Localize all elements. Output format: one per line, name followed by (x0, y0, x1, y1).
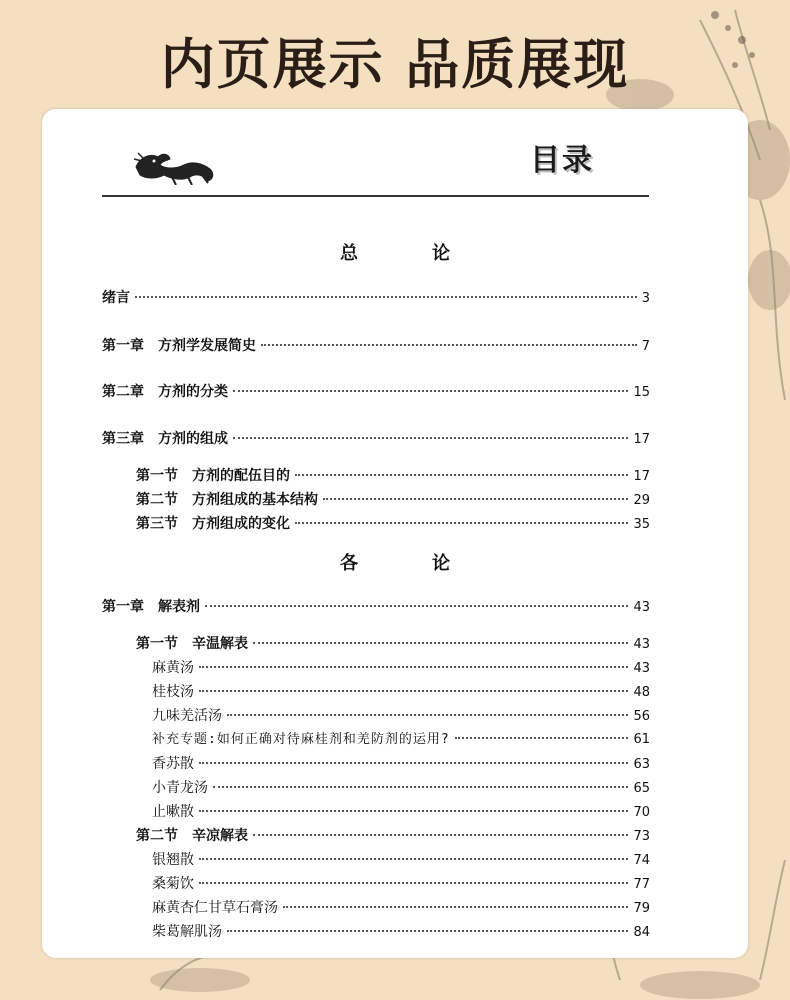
toc-entry[interactable] (152, 897, 650, 920)
leader-dots (199, 858, 628, 860)
toc-entry[interactable] (152, 705, 650, 728)
toc-entry[interactable] (102, 335, 650, 358)
toc-entry[interactable] (152, 777, 650, 800)
toc-entry[interactable] (102, 428, 650, 451)
toc-entry-label: 第三节 方剂组成的变化 (136, 516, 290, 532)
toc-entry-label: 小青龙汤 (152, 780, 208, 796)
toc-entry-label: 补充专题:如何正确对待麻桂剂和羌防剂的运用? (152, 732, 450, 747)
toc-entry-page: 35 (633, 517, 650, 532)
leader-dots (135, 296, 637, 298)
toc-entry[interactable] (102, 596, 650, 619)
toc-entry-page: 63 (633, 757, 650, 772)
toc-entry-label: 桂枝汤 (152, 684, 194, 700)
toc-entry-page: 17 (633, 432, 650, 447)
toc-entry-page: 61 (633, 732, 650, 747)
toc-entry-page: 15 (633, 385, 650, 400)
toc-entry-page: 84 (633, 925, 650, 940)
toc-entry-label: 第二节 方剂组成的基本结构 (136, 492, 318, 508)
toc-entry[interactable] (152, 849, 650, 872)
toc-entry-page: 56 (633, 709, 650, 724)
toc-entry-page: 65 (633, 781, 650, 796)
leader-dots (199, 882, 628, 884)
toc-entry-page: 79 (633, 901, 650, 916)
toc-entry-page: 3 (641, 291, 650, 306)
toc-entry-label: 桑菊饮 (152, 876, 194, 892)
leader-dots (295, 474, 628, 476)
toc-entry-label: 香苏散 (152, 756, 194, 772)
toc-entry-page: 43 (633, 637, 650, 652)
toc-entry-label: 第二节 辛凉解表 (136, 828, 248, 844)
toc-entry-label: 麻黄汤 (152, 660, 194, 676)
toc-entry[interactable] (136, 825, 650, 848)
toc-entry-page: 77 (633, 877, 650, 892)
toc-entry-label: 第一章 解表剂 (102, 599, 200, 615)
toc-entry-page: 73 (633, 829, 650, 844)
toc-entry-page: 17 (633, 469, 650, 484)
leader-dots (213, 786, 628, 788)
leader-dots (295, 522, 628, 524)
toc-page (42, 109, 748, 958)
leader-dots (199, 666, 628, 668)
toc-entry-label: 柴葛解肌汤 (152, 924, 222, 940)
toc-entry[interactable] (152, 873, 650, 896)
toc-entry[interactable] (136, 489, 650, 512)
toc-entry-page: 43 (633, 600, 650, 615)
toc-entry[interactable] (152, 729, 650, 751)
leader-dots (323, 498, 628, 500)
toc-entry[interactable] (152, 657, 650, 680)
toc-entry-label: 九味羌活汤 (152, 708, 222, 724)
leader-dots (199, 690, 628, 692)
leader-dots (253, 834, 628, 836)
header-divider (102, 195, 649, 197)
toc-entry-page: 43 (633, 661, 650, 676)
toc-entry[interactable] (136, 513, 650, 536)
section-heading-general: 总 论 (340, 243, 478, 264)
toc-entry-label: 第一节 辛温解表 (136, 636, 248, 652)
toc-entry-label: 第二章 方剂的分类 (102, 384, 228, 400)
leader-dots (253, 642, 628, 644)
leader-dots (199, 810, 628, 812)
toc-entry-page: 70 (633, 805, 650, 820)
leader-dots (233, 437, 628, 439)
toc-entry-label: 麻黄杏仁甘草石膏汤 (152, 900, 278, 916)
toc-entry[interactable] (152, 681, 650, 704)
leader-dots (227, 930, 628, 932)
toc-entry-page: 74 (633, 853, 650, 868)
toc-entry-label: 第一章 方剂学发展简史 (102, 338, 256, 354)
leader-dots (227, 714, 628, 716)
leader-dots (261, 344, 637, 346)
section-heading-specific: 各 论 (340, 553, 478, 574)
toc-entry[interactable] (102, 287, 650, 310)
toc-entry[interactable] (152, 921, 650, 944)
leader-dots (205, 605, 628, 607)
leader-dots (455, 737, 629, 739)
toc-entry-page: 29 (633, 493, 650, 508)
toc-entry-label: 第三章 方剂的组成 (102, 431, 228, 447)
leader-dots (283, 906, 628, 908)
toc-title: 目录 (530, 143, 594, 178)
toc-entry-label: 银翘散 (152, 852, 194, 868)
toc-entry-label: 第一节 方剂的配伍目的 (136, 468, 290, 484)
toc-entry[interactable] (152, 753, 650, 776)
leader-dots (233, 390, 628, 392)
toc-entry-page: 48 (633, 685, 650, 700)
leader-dots (199, 762, 628, 764)
promo-headline: 内页展示 品质展现 (160, 33, 630, 96)
toc-entry-label: 绪言 (102, 290, 130, 306)
toc-entry[interactable] (136, 465, 650, 488)
toc-entry[interactable] (136, 633, 650, 656)
toc-entry[interactable] (102, 381, 650, 404)
dragon-ornament-icon (132, 147, 218, 185)
toc-entry[interactable] (152, 801, 650, 824)
toc-entry-page: 7 (641, 339, 650, 354)
toc-entry-label: 止嗽散 (152, 804, 194, 820)
